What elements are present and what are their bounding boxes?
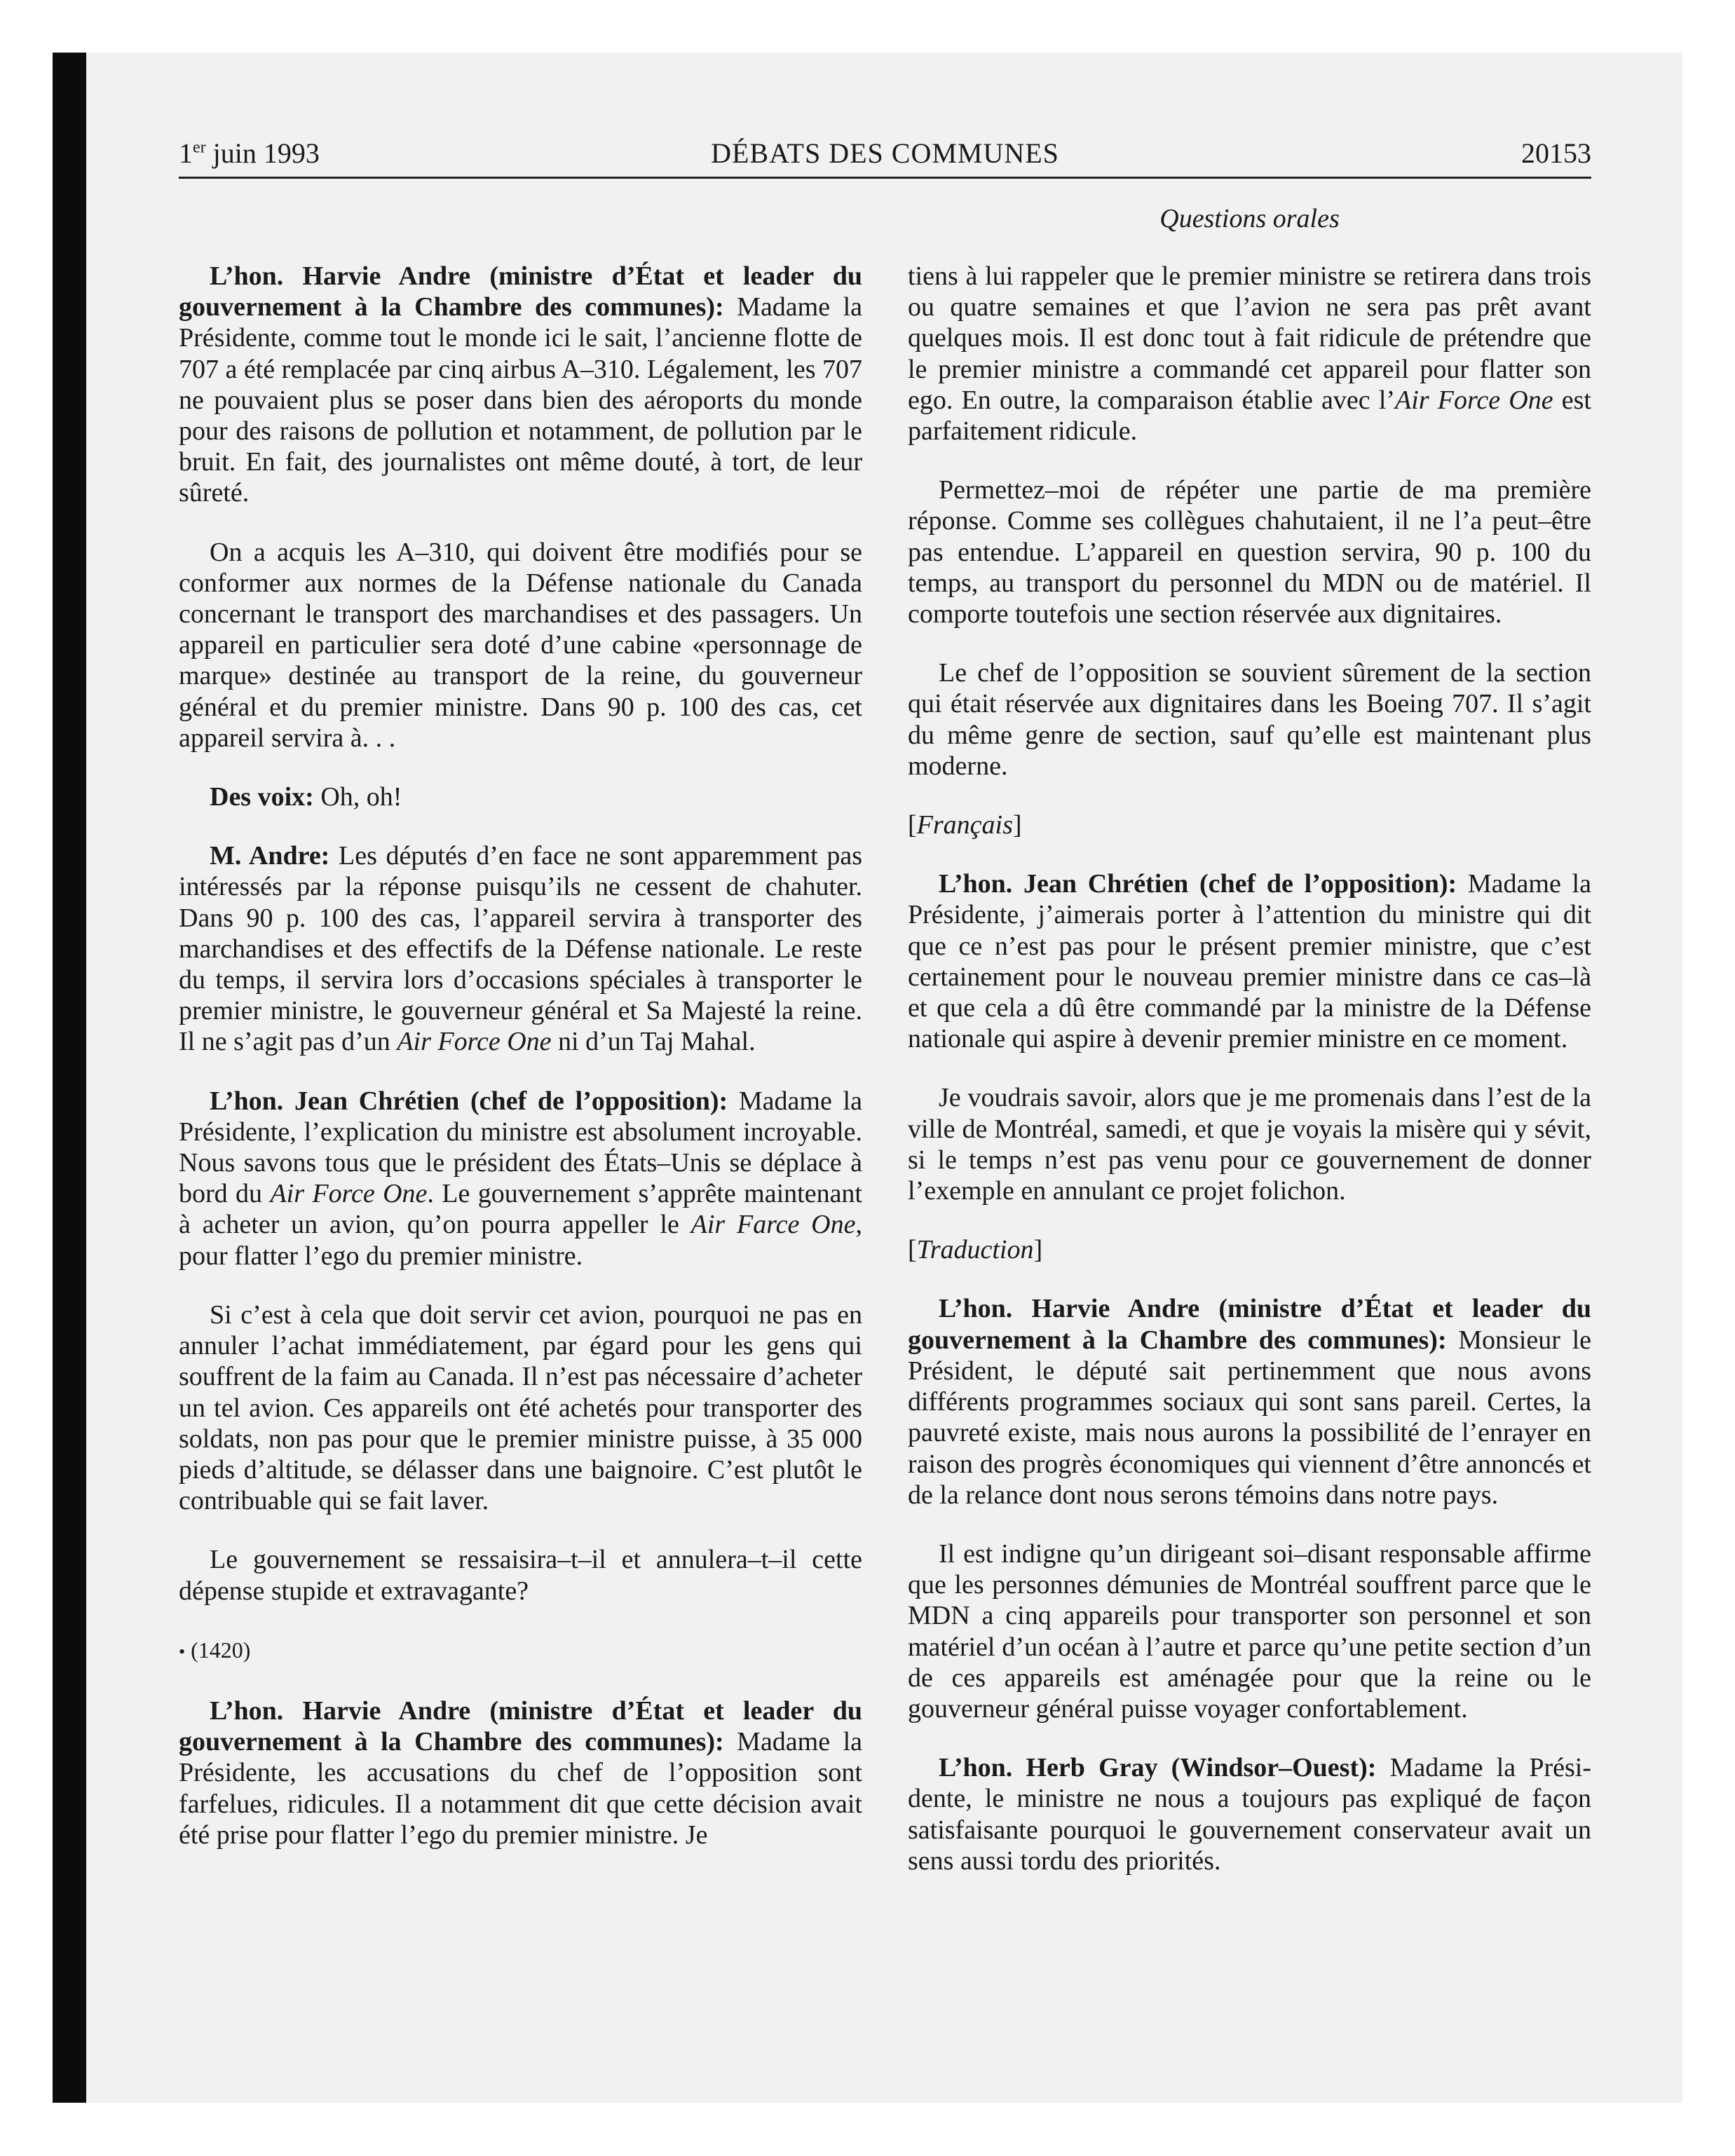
paragraph: L’hon. Jean Chrétien (chef de l’opposition): Madame la Présidente, l’explication du ministre est absolument incroyable. Nous savons tous que le président des États–Unis se déplace à bord du Air Force One. Le gouvernement s’apprête maintenant à acheter un avion, qu’on pourra appeller le Air Farce One, pour flatter l’ego du premier ministre. (179, 1086, 862, 1271)
speaker-name: L’hon. Herb Gray (Windsor–Ouest): (939, 1753, 1377, 1783)
binding-edge (53, 53, 86, 2103)
left-column (179, 261, 862, 1878)
language-tag: [Français] (908, 810, 1022, 840)
paragraph: Le chef de l’opposition se souvient sûrement de la section qui était réservée aux dignitaires dans les Boeing 707. Il s’agit du même genre de section, sauf qu’elle est maintenant plus moderne. (908, 658, 1591, 781)
paragraph: Si c’est à cela que doit servir cet avion, pourquoi ne pas en annuler l’achat immédiatement, par égard pour les gens qui souffrent de la faim au Canada. Il n’est pas nécessaire d’acheter un tel avion. Ces appareils ont été achetés pour transporter des soldats, non pas pour que le premier ministre puisse, à 35 000 pieds d’altitude, se délasser dans une baignoire. C’est plutôt le contribuable qui se fait laver. (179, 1299, 862, 1516)
paragraph: L’hon. Jean Chrétien (chef de l’opposition): Madame la Présidente, j’aimerais porter à l’attention du ministre qui dit que ce n’est pas pour le présent premier ministre, que c’est certainement pour le nouveau premier ministre dans ce cas–là et que cela a dû être commandé par la ministre de la Défense nationale qui aspire à devenir premier ministre en ce moment. (908, 869, 1591, 1054)
paragraph: L’hon. Harvie Andre (ministre d’État et leader du gouvernement à la Chambre des communes): Madame la Présidente, les accusations du chef de l’opposition sont farfelues, ridicules. Il a notamment dit que cette décision avait été prise pour flatter l’ego du premier ministre. Je (179, 1696, 862, 1850)
header-rule (179, 177, 1591, 179)
paragraph: M. Andre: Les députés d’en face ne sont apparemment pas intéressés par la réponse puisqu’ils ne cessent de chahuter. Dans 90 p. 100 des cas, l’appareil servira à transporter des marchandises et des effectifs de la Défense nationale. Le reste du temps, il servira lors d’occasions spéciales à transporter le premier ministre, le gouverneur général et Sa Majesté la reine. Il ne s’agit pas d’un Air Force One ni d’un Taj Mahal. (179, 841, 862, 1057)
bullet-icon: • (179, 1641, 186, 1662)
header-date: 1er juin 1993 (179, 137, 320, 169)
section-title: Questions orales (1159, 204, 1340, 233)
paragraph: Des voix: Oh, oh! (210, 782, 402, 812)
paragraph: On a acquis les A–310, qui doivent être modifiés pour se conformer aux normes de la Défense nationale du Canada concernant le transport des marchandises et des passagers. Un appareil en particulier sera doté d’une cabine «personnage de marque» destinée au transport de la reine, du gouverneur général et du premier ministre. Dans 90 p. 100 des cas, cet appareil servira à. . . (179, 537, 862, 753)
speaker-name: M. Andre: (210, 841, 330, 871)
paragraph: Il est indigne qu’un dirigeant soi–disant responsable affirme que les personnes démunies de Montréal souffrent parce que le MDN a cinq appareils pour transporter son personnel et son matériel d’un océan à l’autre et parce qu’une petite section d’un de ces appareils est aménagée pour que la reine ou le gouverneur général puisse voyager confortablement. (908, 1538, 1591, 1724)
time-marker: • (1420) (179, 1637, 251, 1663)
speaker-name: L’hon. Harvie Andre (ministre d’État et leader du gouvernement à la Chambre des communes): (179, 1696, 862, 1757)
right-column (908, 261, 1591, 1904)
paragraph: tiens à lui rappeler que le premier ministre se retirera dans trois ou quatre semaines et que l’avion ne sera pas prêt avant quelques mois. Il est donc tout à fait ridicule de prétendre que le premier ministre a commandé cet appareil pour flatter son ego. En outre, la comparaison établie avec l’Air Force One est parfaitement ridicule. (908, 261, 1591, 446)
header-title: DÉBATS DES COMMUNES (711, 137, 1059, 169)
paragraph: L’hon. Harvie Andre (ministre d’État et leader du gouvernement à la Chambre des communes): Monsieur le Président, le député sait pertinemment que nous avons différents programmes sociaux qui sont sans pareil. Certes, la pauvreté existe, mais nous aurons la possibilité de l’enrayer en raison des progrès économiques qui viennent d’être annoncés et de la relance dont nous serons témoins dans notre pays. (908, 1294, 1591, 1510)
paragraph: L’hon. Harvie Andre (ministre d’État et leader du gouvernement à la Chambre des communes): Madame la Présidente, comme tout le monde ici le sait, l’ancienne flotte de 707 a été remplacée par cinq airbus A–310. Légalement, les 707 ne pouvaient plus se poser dans bien des aéroports du monde pour des raisons de pollution et notamment, de pollution par le bruit. En fait, des journalistes ont même douté, à tort, de leur sûreté. (179, 261, 862, 508)
speaker-name: L’hon. Harvie Andre (ministre d’État et leader du gouvernement à la Chambre des communes): (908, 1294, 1591, 1355)
paragraph: Permettez–moi de répéter une partie de ma première réponse. Comme ses collègues chahutaient, il ne l’a peut–être pas entendue. L’appareil en question servira, 90 p. 100 du temps, au transport du personnel du MDN ou de matériel. Il comporte toutefois une section réservée aux dignitaires. (908, 475, 1591, 629)
speaker-name: L’hon. Harvie Andre (ministre d’État et leader du gouvernement à la Chambre des communes): (179, 261, 862, 322)
paragraph: L’hon. Herb Gray (Windsor–Ouest): Madame la Présidente, le ministre ne nous a toujours pas expliqué de façon satisfaisante pourquoi le gouvernement conservateur avait un sens aussi tordu des priorités. (908, 1753, 1591, 1876)
language-tag: [Traduction] (908, 1235, 1043, 1265)
page-number: 20153 (1521, 137, 1591, 169)
running-header (179, 137, 1591, 176)
speaker-name: L’hon. Jean Chrétien (chef de l’opposition): (939, 869, 1457, 899)
paragraph: Je voudrais savoir, alors que je me promenais dans l’est de la ville de Montréal, samedi, et que je voyais la misère qui y sévit, si le temps n’est pas venu pour ce gouvernement de donner l’exemple en annulant ce projet folichon. (908, 1083, 1591, 1206)
speaker-name: L’hon. Jean Chrétien (chef de l’opposition): (210, 1086, 728, 1116)
paragraph: Le gouvernement se ressaisira–t–il et annulera–t–il cette dépense stupide et extravagante? (179, 1545, 862, 1606)
speaker-name: Des voix: (210, 782, 314, 812)
